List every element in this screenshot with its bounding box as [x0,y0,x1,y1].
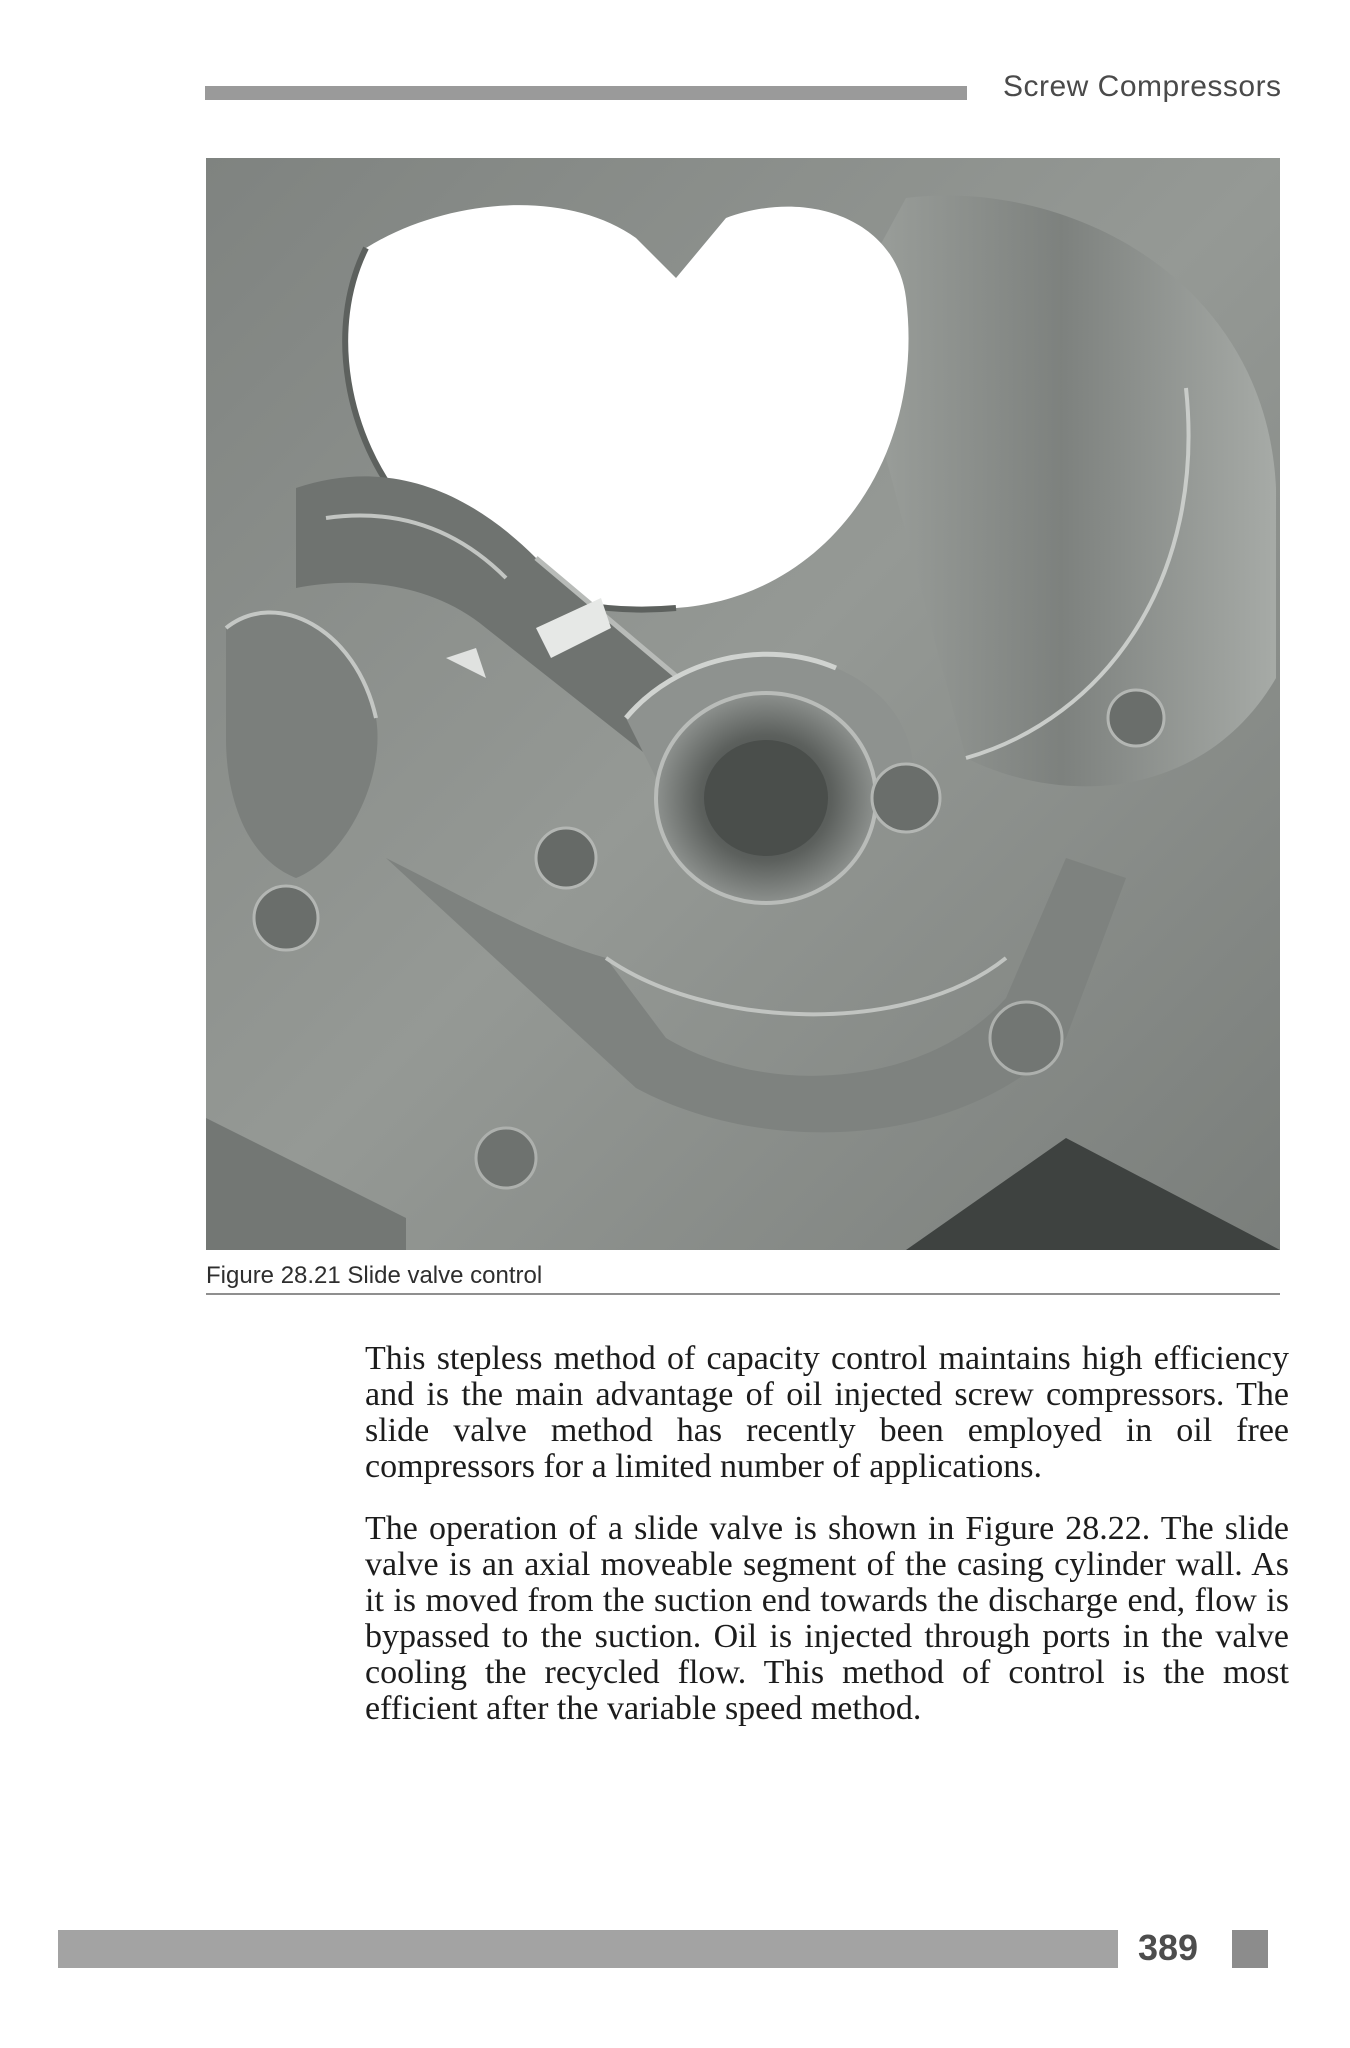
running-head: Screw Compressors [1003,70,1282,103]
caption-rule [206,1293,1280,1295]
slide-valve-photo [206,158,1280,1250]
body-paragraph-2: The operation of a slide valve is shown in Figure 28.22. The slide valve is an axial moveable segment of the casing cylinder wall. As it is moved from the suction end towards the discharge end, flow is bypassed to the suction. Oil is injected through ports in the valve cooling the recycled flow. This method of control is the most efficient after the variable speed method. [365,1510,1289,1727]
body-paragraph-1: This stepless method of capacity control maintains high efficiency and is the main advantage of oil injected screw compressors. The slide valve method has recently been employed in oil free compressors for a limited number of applications. [365,1340,1289,1485]
header-bar [205,86,967,100]
footer-bar [58,1930,1118,1968]
figure-caption: Figure 28.21 Slide valve control [206,1262,543,1289]
slide-valve-illustration [206,158,1280,1250]
footer-square [1232,1930,1268,1968]
page-number: 389 [1138,1927,1199,1968]
